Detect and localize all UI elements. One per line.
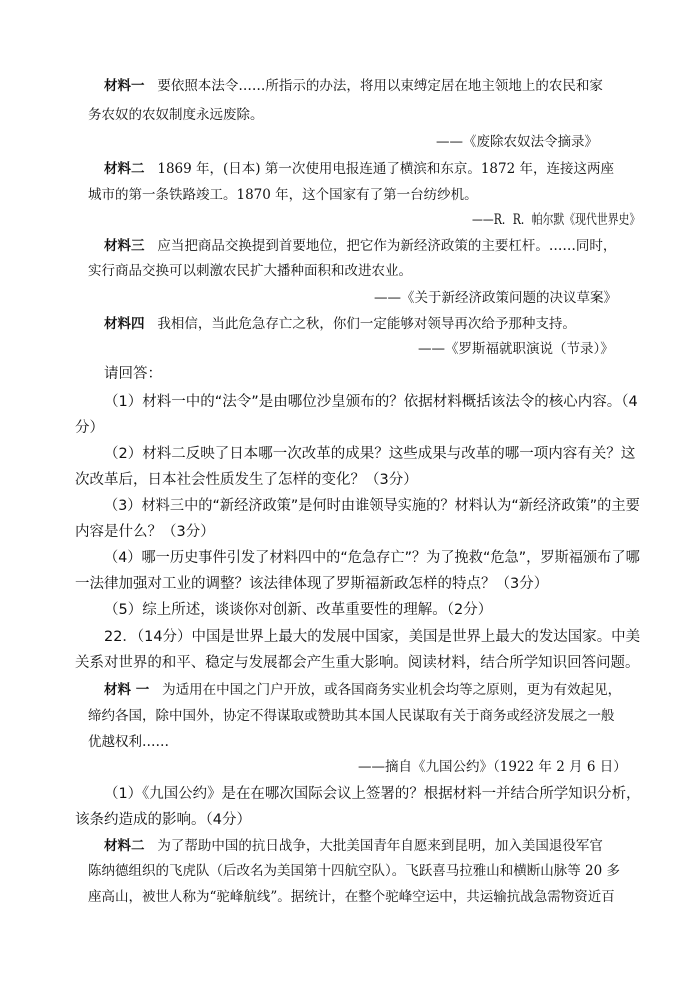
question-5: （5）综上所述，谈谈你对创新、改革重要性的理解。（2分） — [104, 602, 493, 618]
q22-material-2-text-1: 为了帮助中国的抗日战争，大批美国青年自愿来到昆明，加入美国退役军官 — [157, 838, 603, 854]
q22-material-2-line-3: 座高山，被世人称为“驼峰航线”。据统计，在整个驼峰空运中，共运输抗战急需物资近百 — [88, 889, 615, 905]
question-22-line-1: 22．（14分）中国是世界上最大的发展中国家，美国是世界上最大的发达国家。中美 — [104, 629, 641, 645]
material-4-line-1 — [104, 315, 576, 333]
material-1-text-1: 要依照本法令……所指示的办法，将用以束缚定居在地主领地上的农民和家 — [157, 78, 603, 94]
material-4-text-1: 我相信，当此危急存亡之秋，你们一定能够对领导再次给予那种支持。 — [157, 316, 576, 332]
material-3-label: 材料三 — [104, 238, 145, 254]
q22-material-2-line-1 — [104, 837, 603, 855]
question-22-line-2: 关系对世界的和平、稳定与发展都会产生重大影响。阅读材料，结合所学知识回答问题。 — [75, 655, 640, 671]
material-2-line-1 — [104, 160, 614, 178]
q22-material-2-line-2: 陈纳德组织的飞虎队（后改名为美国第十四航空队）。飞跃喜马拉雅山和横断山脉等 20 多 — [88, 863, 621, 879]
material-1-line-1 — [104, 77, 603, 95]
question-1-line-2: 分） — [75, 420, 104, 436]
question-2-line-2: 次改革后，日本社会性质发生了怎样的变化？（3分） — [75, 472, 418, 488]
q22-subquestion-1-line-1: （1）《九国公约》是在在哪次国际会议上签署的？根据材料一并结合所学知识分析， — [104, 786, 641, 802]
q22-subquestion-1-line-2: 该条约造成的影响。（4分） — [75, 812, 251, 828]
material-2-label: 材料二 — [104, 161, 145, 177]
question-4-line-1: （4）哪一历史事件引发了材料四中的“危急存亡”？为了挽救“危急”，罗斯福颁布了哪 — [104, 550, 640, 566]
material-3-text-1: 应当把商品交换提到首要地位，把它作为新经济政策的主要杠杆。……同时， — [157, 238, 617, 254]
material-1-line-2: 务农奴的农奴制度永远废除。 — [88, 107, 264, 123]
answer-prompt: 请回答： — [104, 366, 162, 382]
question-4-line-2: 一法律加强对工业的调整？该法律体现了罗斯福新政怎样的特点？（3分） — [75, 576, 549, 592]
q22-material-1-source: ——摘自《九国公约》（1922 年 2 月 6 日） — [358, 759, 627, 775]
q22-material-1-label: 材料 一 — [104, 682, 150, 698]
material-4-label: 材料四 — [104, 316, 145, 332]
question-2-line-1: （2）材料二反映了日本哪一次改革的成果？这些成果与改革的哪一项内容有关？这 — [104, 446, 636, 462]
material-1-source: ——《废除农奴法令摘录》 — [436, 134, 598, 150]
material-3-line-2: 实行商品交换可以刺激农民扩大播种面积和改进农业。 — [88, 263, 412, 279]
material-3-line-1 — [104, 237, 616, 255]
q22-material-1-text-1: 为适用在中国之门户开放，或各国商务实业机会均等之原则，更为有效起见， — [162, 682, 622, 698]
material-4-source: ——《罗斯福就职演说（节录）》 — [418, 341, 614, 357]
material-2-line-2: 城市的第一条铁路竣工。1870 年，这个国家有了第一台纺纱机。 — [88, 187, 478, 203]
material-2-text-1: 1869 年，(日本) 第一次使用电报连通了横滨和东京。1872 年，连接这两座 — [157, 161, 614, 177]
q22-material-1-line-1 — [104, 681, 621, 699]
question-1-line-1: （1）材料一中的“法令”是由哪位沙皇颁布的？依据材料概括该法令的核心内容。（4 — [104, 394, 638, 410]
material-2-source: ——R．R．帕尔默《现代世界史》 — [472, 212, 641, 228]
q22-material-1-line-2: 缔约各国，除中国外，协定不得谋取或赞助其本国人民谋取有关于商务或经济发展之一般 — [88, 708, 615, 724]
question-3-line-2: 内容是什么？（3分） — [75, 524, 215, 540]
q22-material-2-label: 材料二 — [104, 838, 145, 854]
question-3-line-1: （3）材料三中的“新经济政策”是何时由谁领导实施的？材料认为“新经济政策”的主要 — [104, 498, 640, 514]
q22-material-1-line-3: 优越权利…… — [88, 734, 169, 750]
material-3-source: ——《关于新经济政策问题的决议草案》 — [374, 290, 617, 306]
material-1-label: 材料一 — [104, 78, 145, 94]
